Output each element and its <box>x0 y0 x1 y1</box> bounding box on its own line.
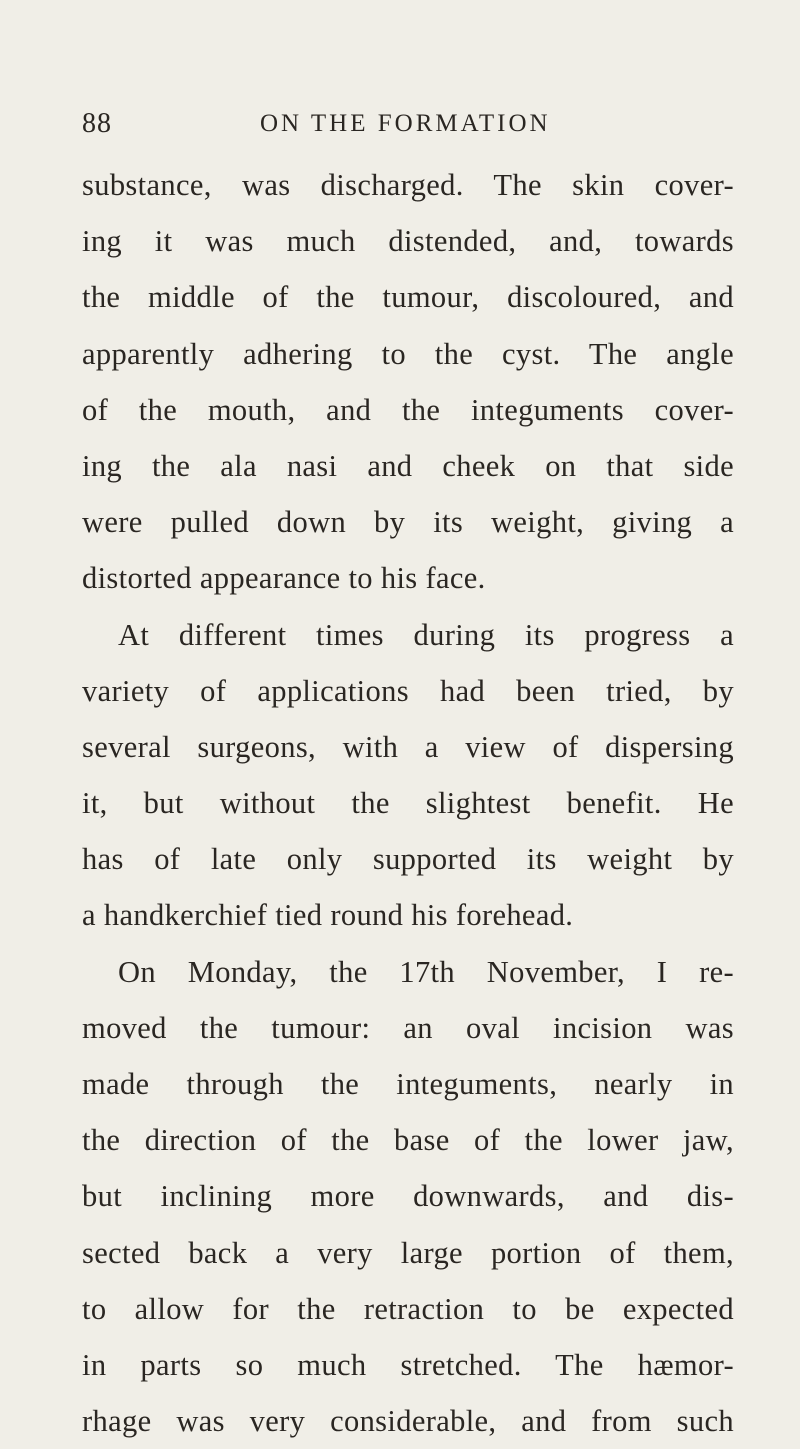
text-line: several surgeons, with a view of dispersing <box>82 729 734 764</box>
body-text <box>82 157 734 1449</box>
text-line: rhage was very considerable, and from such <box>82 1404 734 1439</box>
text-line: ing it was much distended, and, towards <box>82 224 734 259</box>
running-title: ON THE FORMATION <box>260 110 551 137</box>
text-line: ing the ala nasi and cheek on that side <box>82 448 734 483</box>
text-line: it, but without the slightest benefit. He <box>82 786 734 821</box>
text-line: were pulled down by its weight, giving a <box>82 505 734 540</box>
text-line: made through the integuments, nearly in <box>82 1067 734 1101</box>
page-number: 88 <box>82 108 112 139</box>
text-line: a handkerchief tied round his forehead. <box>82 898 574 933</box>
text-line: has of late only supported its weight by <box>82 842 734 877</box>
text-line: substance, was discharged. The skin cover- <box>82 168 734 202</box>
text-line: but inclining more downwards, and dis- <box>82 1179 734 1214</box>
text-line: distorted appearance to his face. <box>82 561 486 596</box>
text-line: to allow for the retraction to be expected <box>82 1291 734 1326</box>
text-line: apparently adhering to the cyst. The angle <box>82 336 734 371</box>
text-line: of the mouth, and the integuments cover- <box>82 392 734 427</box>
text-line: the direction of the base of the lower jaw, <box>82 1123 734 1158</box>
text-line: sected back a very large portion of them, <box>82 1235 734 1270</box>
running-head <box>82 108 742 152</box>
text-line: in parts so much stretched. The hæmor- <box>82 1347 734 1382</box>
text-line: the middle of the tumour, discoloured, and <box>82 280 734 315</box>
text-line: At different times during its progress a <box>118 617 734 652</box>
text-line: variety of applications had been tried, by <box>82 673 734 708</box>
text-line: moved the tumour: an oval incision was <box>82 1010 734 1045</box>
text-line: On Monday, the 17th November, I re- <box>118 954 734 989</box>
